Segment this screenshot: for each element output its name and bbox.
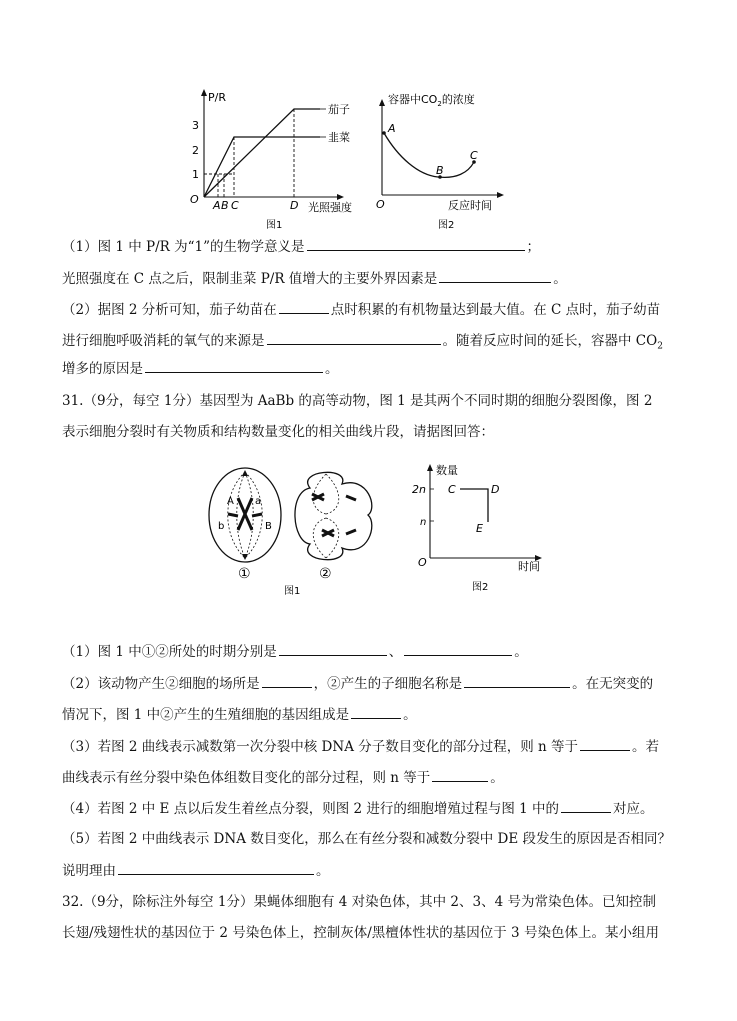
q31-part2-line2: 情况下，图 1 中②产生的生殖细胞的基因组成是 。	[62, 704, 417, 725]
origin-label: O	[418, 556, 427, 569]
q31-part3-line2: 曲线表示有丝分裂中染色体组数目变化的部分过程，则 n 等于 。	[62, 767, 504, 788]
origin-label: O	[376, 198, 385, 211]
answer-blank[interactable]	[439, 268, 551, 283]
q30-part1-line2: 光照强度在 C 点之后，限制韭菜 P/R 值增大的主要外界因素是 。	[62, 268, 567, 289]
answer-blank[interactable]	[464, 673, 570, 688]
x-tick-d: D	[290, 199, 299, 212]
x-axis-label: 光照强度	[308, 201, 352, 214]
eggplant-curve	[204, 109, 320, 197]
y-tick-3: 3	[192, 119, 199, 132]
y-axis-label: P/R	[208, 91, 226, 104]
figure-caption: 图2	[438, 220, 455, 231]
answer-blank[interactable]	[561, 798, 611, 813]
answer-blank[interactable]	[580, 736, 630, 751]
x-axis-label: 反应时间	[448, 199, 492, 212]
q31-part3-line1: （3）若图 2 曲线表示减数第一次分裂中核 DNA 分子数目变化的部分过程，则 n 等于 。若	[62, 736, 659, 757]
q31-part5-line1: （5）若图 2 中曲线表示 DNA 数目变化，那么在有丝分裂和减数分裂中 DE 段发生的原因是否相同？	[62, 831, 671, 847]
figure-caption: 图2	[472, 582, 489, 593]
q31-intro-line1: 31.（9分，每空 1分）基因型为 AaBb 的高等动物，图 1 是其两个不同时期的细胞分裂图像，图 2	[62, 393, 653, 409]
figure-1-pr-light-chart	[180, 85, 370, 235]
eggplant-label: 茄子	[328, 103, 350, 116]
answer-blank[interactable]	[432, 767, 488, 782]
cell-1-label: ①	[238, 566, 251, 582]
q30-part2-line1: （2）据图 2 分析可知，茄子幼苗在 点时积累的有机物量达到最大值。在 C 点时，茄子幼苗	[62, 299, 660, 320]
leek-curve	[204, 137, 320, 197]
q30-part1-line1: （1）图 1 中 P/R 为“1”的生物学意义是 ；	[62, 236, 540, 257]
answer-blank[interactable]	[279, 299, 329, 314]
gene-b-upper: B	[265, 521, 272, 532]
x-tick-c: C	[231, 199, 239, 212]
x-tick-a: A	[213, 199, 221, 212]
answer-blank[interactable]	[307, 236, 525, 251]
point-a: A	[388, 122, 396, 135]
gene-b-lower: b	[218, 521, 225, 532]
figure-caption: 图1	[284, 586, 301, 597]
y-tick-1: 1	[192, 168, 199, 181]
x-tick-b: B	[221, 199, 229, 212]
quantity-curve	[460, 489, 488, 522]
gene-a-upper: A	[227, 496, 234, 507]
cell-2	[295, 472, 372, 582]
figure-caption: 图1	[266, 220, 283, 231]
answer-blank[interactable]	[279, 641, 387, 656]
answer-blank[interactable]	[404, 641, 512, 656]
answer-blank[interactable]	[118, 860, 314, 875]
q31-figure-2-quantity-chart	[408, 458, 558, 598]
q30-part2-line2: 进行细胞呼吸消耗的氧气的来源是 。随着反应时间的延长，容器中 $CO_2$	[62, 330, 663, 357]
origin-label: O	[190, 193, 199, 206]
y-tick-2: 2	[192, 144, 199, 157]
q31-part4: （4）若图 2 中 E 点以后发生着丝点分裂，则图 2 进行的细胞增殖过程与图 1 中的 对应。	[62, 798, 654, 819]
point-c: C	[470, 149, 478, 162]
y-axis-label: 数量	[436, 464, 458, 477]
q31-figure-1-cells	[200, 458, 390, 598]
answer-blank[interactable]	[262, 673, 312, 688]
answer-blank[interactable]	[351, 704, 401, 719]
gene-a-lower: a	[255, 496, 262, 507]
co2-curve	[384, 133, 474, 177]
answer-blank[interactable]	[145, 358, 323, 373]
figure-2-co2-chart	[370, 85, 520, 235]
point-d: D	[491, 483, 500, 496]
q31-part5-line2: 说明理由 。	[62, 860, 330, 881]
q30-part2-line3: 增多的原因是 。	[62, 358, 339, 379]
q31-part2-line1: （2）该动物产生②细胞的场所是 ，②产生的子细胞名称是 。在无突变的	[62, 673, 653, 694]
point-c: C	[448, 483, 456, 496]
cell-2-label: ②	[319, 566, 332, 582]
q32-line2: 长翅/残翅性状的基因位于 2 号染色体上，控制灰体/黑檀体性状的基因位于 3 号染色体上。某小组用	[62, 925, 659, 941]
q31-intro-line2: 表示细胞分裂时有关物质和结构数量变化的相关曲线片段，请据图回答：	[62, 424, 494, 440]
leek-label: 韭菜	[328, 131, 350, 144]
y-tick-2n: 2n	[412, 483, 426, 496]
q31-part1: （1）图 1 中①②所处的时期分别是 、 。	[62, 641, 528, 662]
y-tick-n: n	[420, 517, 427, 528]
q32-line1: 32.（9分，除标注外每空 1分）果蝇体细胞有 4 对染色体，其中 2、3、4 号为常染色体。已知控制	[62, 894, 656, 910]
y-axis-label: 容器中$CO_2$的浓度	[388, 93, 475, 108]
point-b: B	[436, 164, 444, 177]
point-e: E	[476, 522, 483, 535]
x-axis-label: 时间	[518, 560, 540, 573]
cell-1	[209, 468, 281, 582]
answer-blank[interactable]	[267, 330, 441, 345]
